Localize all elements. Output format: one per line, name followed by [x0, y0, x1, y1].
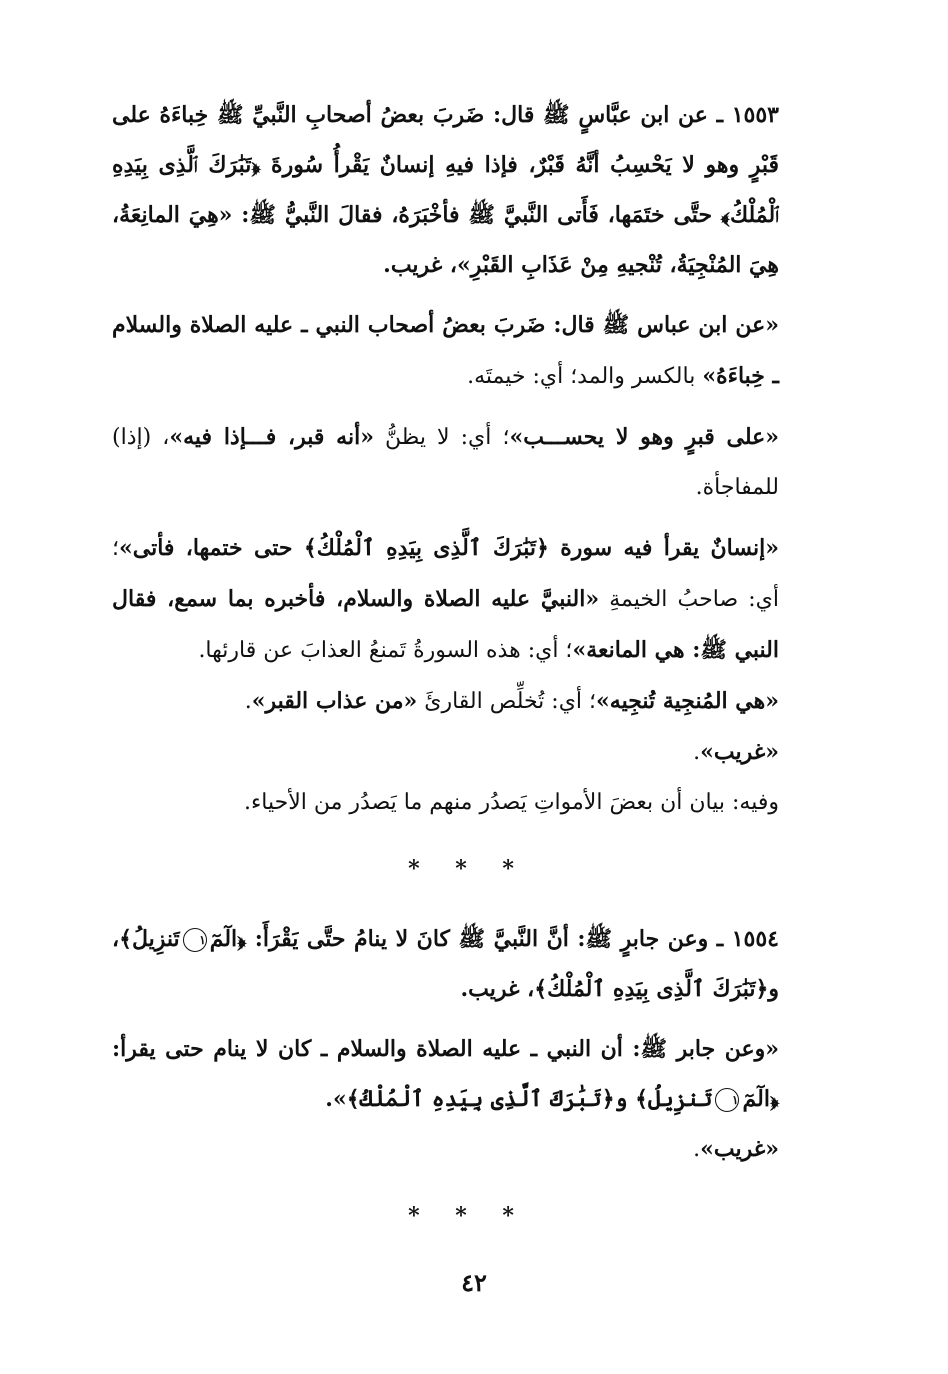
explanation: ، (إذا) للمفاجأة.: [112, 425, 779, 500]
ayah-number-mark: ١: [183, 928, 207, 952]
commentary-1554-jabir: [112, 1024, 824, 1124]
quoted-phrase: «وعن جابر ﷺ: أن النبي ـ عليه الصلاة والسلام ـ كان لا ينام حتى يقرأ: ﴿الٓمٓ: [112, 1036, 779, 1112]
page-body: [112, 90, 824, 1261]
commentary-1553-insan: [112, 523, 824, 676]
quoted-phrase: «النبيَّ عليه الصلاة والسلام، فأخبره بما سمع، فقال النبي ﷺ: هي المانعة»: [112, 586, 779, 663]
commentary-1553-munjiya: [112, 676, 824, 727]
commentary-1553-benefit: وفيه: بيان أن بعضَ الأمواتِ يَصدُر منهم ما يَصدُر من الأحياء.: [243, 790, 779, 815]
explanation: .: [244, 689, 252, 714]
quoted-phrase: «إنسانٌ يقرأ فيه سورة ﴿تَبَٰرَكَ ٱلَّذِى بِيَدِهِ ٱلْمُلْكُ﴾ حتى ختمها، فأتى»: [119, 535, 779, 561]
explanation: ؛ أي: تُخلِّص القارئَ: [417, 689, 597, 714]
quoted-phrase: «غريب»: [700, 1136, 779, 1162]
explanation: ؛ أي: لا يظنُّ: [373, 425, 510, 450]
explanation: بالكسر والمد؛ أي: خيمتَه.: [467, 364, 703, 389]
quoted-phrase: «أنه قبر، فـــإذا فيه»: [169, 424, 374, 450]
explanation: .: [693, 740, 701, 765]
explanation: ؛ أي: صاحبُ الخيمةِ: [112, 536, 780, 612]
commentary-1553-gharib: [112, 727, 824, 778]
hadith-text-part: ١٥٥٤ ـ وعن جابرٍ ﷺ: أنَّ النَّبيَّ ﷺ كانَ لا ينامُ حتَّى يَقْرَأَ: ﴿الٓمٓ: [209, 926, 779, 952]
explanation: .: [693, 1137, 701, 1162]
quoted-phrase: «من عذاب القبر»: [251, 688, 418, 714]
page-number: ٤٢: [461, 1268, 487, 1297]
commentary-1554-gharib: [112, 1124, 824, 1175]
hadith-1553-text: ١٥٥٣ ـ عن ابن عبَّاسٍ ﷺ قال: ضَربَ بعضُ أصحابِ النَّبيِّ ﷺ خِباءَهُ على قَبْرٍ وهو لا يَحْسِبُ أنَّهُ قَبْرٌ، فإذا فيهِ إنسانٌ يَقْرأُ سُورةَ ﴿تَبَٰرَكَ ٱلَّذِى بِيَدِهِ ٱلْمُلْكُ﴾ حتَّى ختَمَها، فَأَتى النَّبيَّ ﷺ فأخْبَرَهُ، فقالَ النَّبيُّ ﷺ: «هِيَ المانِعَةُ، هِيَ المُنْجِيَةُ، تُنْجيهِ مِنْ عَذَابِ القَبْرِ»، غريب.: [112, 102, 779, 278]
explanation: ؛ أي: هذه السورةُ تَمنعُ العذابَ عن قارئها.: [198, 638, 573, 663]
quoted-phrase: تَنزِيلُ﴾ و﴿تَبَٰرَكَ ٱلَّذِى بِيَدِهِ ٱلْمُلْكُ﴾».: [325, 1086, 713, 1112]
ayah-number-mark: ١: [715, 1088, 739, 1112]
quoted-phrase: «هي المُنجِية تُنجِيه»: [596, 688, 779, 714]
hadith-1554-text: [112, 914, 824, 1014]
section-separator: * * *: [408, 1203, 528, 1229]
section-separator: * * *: [408, 856, 528, 882]
commentary-1553-ibn-abbas: [112, 300, 824, 402]
quoted-phrase: «على قبرٍ وهو لا يحســـب»: [509, 424, 780, 450]
commentary-1553-qabr: [112, 412, 824, 513]
hadith-text-part: تَنزِيلُ﴾، و﴿تَبَٰرَكَ ٱلَّذِى بِيَدِهِ ٱلْمُلْكُ﴾، غريب.: [112, 926, 779, 1002]
quoted-phrase: «غريب»: [700, 739, 779, 765]
quoted-phrase: «عن ابن عباس ﷺ قال: ضَربَ بعضُ أصحاب النبي ـ عليه الصلاة والسلام ـ خِباءَهُ»: [112, 312, 779, 389]
